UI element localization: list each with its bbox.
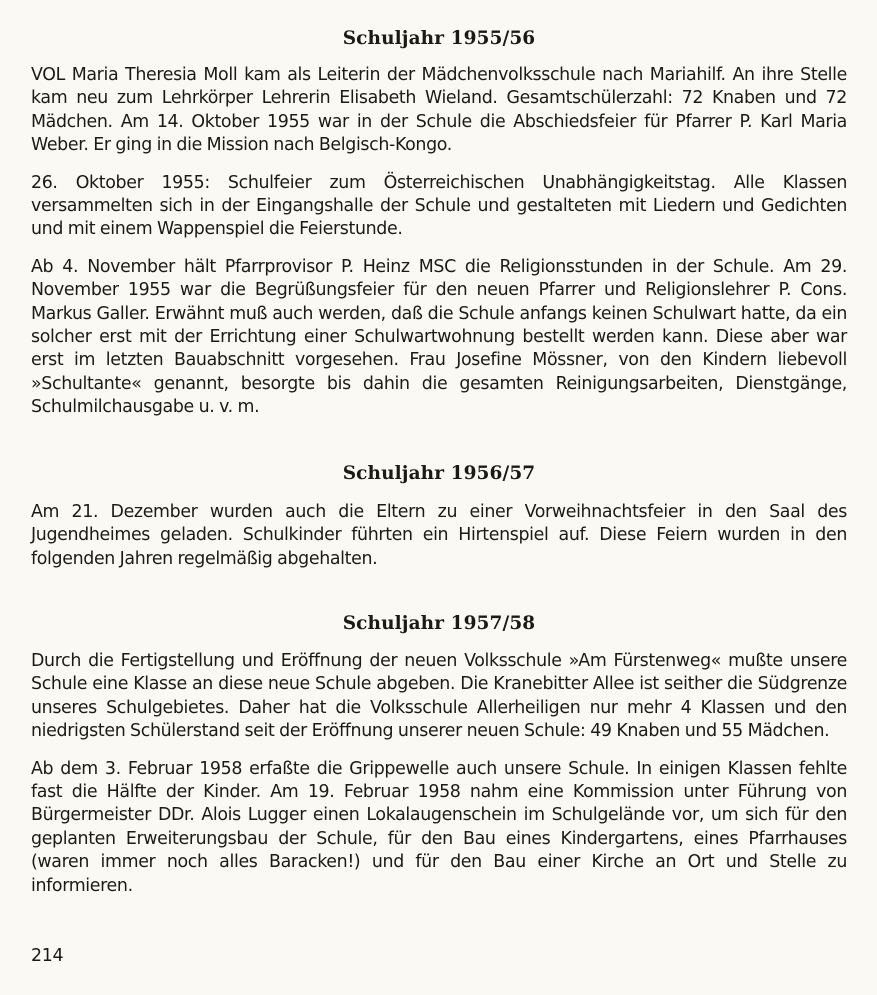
paragraph: Durch die Fertigstellung und Eröffnung der neuen Volksschule »Am Fürstenweg« mußte unsere Schule eine Klasse an diese neue Schule abgeben. Die Kranebitter Allee ist seither die Südgrenze unseres Schulgebietes. Daher hat die Volksschule Allerheiligen nur mehr 4 Klassen und den niedrigsten Schülerstand seit der Eröffnung unserer neuen Schule: 49 Knaben und 55 Mädchen. <box>31 650 847 742</box>
page-number: 214 <box>31 946 64 966</box>
paragraph: Ab 4. November hält Pfarrprovisor P. Heinz MSC die Religionsstunden in der Schule. Am 29. November 1955 war die Begrüßungsfeier für den neuen Pfarrer und Religionslehrer P. Cons. Markus Galler. Erwähnt muß auch werden, daß die Schule anfangs keinen Schulwart hatte, da ein solcher erst mit der Errichtung einer Schulwartwohnung bestellt werden kann. Diese aber war erst im letzten Bauabschnitt vorgesehen. Frau Josefine Mössner, von den Kindern liebevoll »Schultante« genannt, besorgte bis dahin die gesamten Reinigungsarbeiten, Dienstgänge, Schulmilchausgabe u. v. m. <box>31 256 847 418</box>
section-schuljahr-1955-56 <box>31 26 847 420</box>
section-heading: Schuljahr 1956/57 <box>342 462 536 484</box>
section-schuljahr-1957-58 <box>31 611 847 898</box>
paragraph: Am 21. Dezember wurden auch die Eltern zu einer Vorweihnachtsfeier in den Saal des Jugendheimes geladen. Schulkinder führten ein Hirtenspiel auf. Diese Feiern wurden in den folgenden Jahren regelmäßig abgehalten. <box>31 501 847 569</box>
paragraph: Ab dem 3. Februar 1958 erfaßte die Grippewelle auch unsere Schule. In einigen Klassen fehlte fast die Hälfte der Kinder. Am 19. Februar 1958 nahm eine Kommission unter Führung von Bürgermeister DDr. Alois Lugger einen Lokalaugenschein im Schulgelände vor, um sich für den geplanten Erweiterungsbau der Schule, für den Bau eines Kindergartens, eines Pfarrhauses (waren immer noch alles Baracken!) und für den Bau einer Kirche an Ort und Stelle zu informieren. <box>31 758 847 896</box>
section-heading: Schuljahr 1957/58 <box>342 612 536 634</box>
paragraph: VOL Maria Theresia Moll kam als Leiterin der Mädchenvolksschule nach Mariahilf. An ihre Stelle kam neu zum Lehrkörper Lehrerin Elisabeth Wieland. Gesamtschülerzahl: 72 Knaben und 72 Mädchen. Am 14. Oktober 1955 war in der Schule die Abschiedsfeier für Pfarrer P. Karl Maria Weber. Er ging in die Mission nach Belgisch-Kongo. <box>31 65 847 156</box>
paragraph: 26. Oktober 1955: Schulfeier zum Österreichischen Unabhängigkeitstag. Alle Klassen versammelten sich in der Eingangshalle der Schule und gestalteten mit Liedern und Gedichten und mit einem Wappenspiel die Feierstunde. <box>31 172 847 240</box>
section-heading: Schuljahr 1955/56 <box>342 28 536 49</box>
section-schuljahr-1956-57 <box>31 461 847 571</box>
